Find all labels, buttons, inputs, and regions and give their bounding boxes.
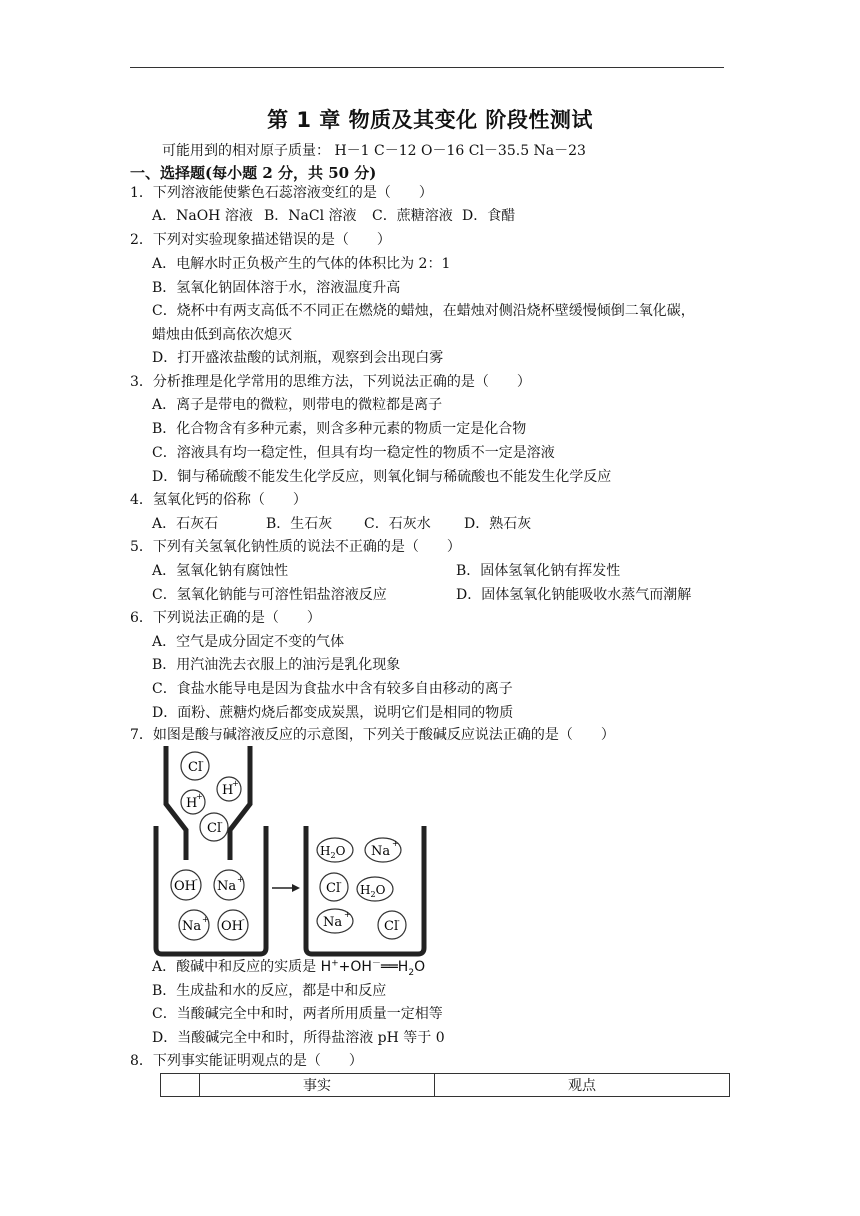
ion-label: H <box>186 796 198 811</box>
question-5-stem: 5．下列有关氢氧化钠性质的说法不正确的是（ ） <box>130 539 461 555</box>
section-heading: 一、选择题(每小题 2 分，共 50 分) <box>130 164 377 182</box>
ion-na-right-1 <box>365 838 401 862</box>
ion-label: OH <box>174 879 196 894</box>
question-7-option-c: C．当酸碱完全中和时，两者所用质量一定相等 <box>152 1006 443 1022</box>
question-6-option-d: D．面粉、蔗糖灼烧后都变成炭黑，说明它们是相同的物质 <box>152 705 514 721</box>
ion-charge: - <box>242 915 245 924</box>
question-5-option-b: B．固体氢氧化钠有挥发性 <box>456 563 621 579</box>
question-3-option-d: D．铜与稀硫酸不能发生化学反应，则氧化铜与稀硫酸也不能发生化学反应 <box>152 469 612 485</box>
question-6-option-b: B．用汽油洗去衣服上的油污是乳化现象 <box>152 657 401 673</box>
question-5-option-d: D．固体氢氧化钠能吸收水蒸气而潮解 <box>456 587 692 603</box>
ion-cl-right-2 <box>378 911 406 939</box>
question-4-option-b: B．生石灰 <box>266 516 333 532</box>
ion-label: Na <box>371 844 391 859</box>
question-7-stem: 7．如图是酸与碱溶液反应的示意图，下列关于酸碱反应说法正确的是（ ） <box>130 727 615 743</box>
atomic-masses: 可能用到的相对原子质量： H－1 C－12 O－16 Cl－35.5 Na－23 <box>162 143 586 159</box>
ion-charge: + <box>344 910 351 919</box>
question-1-option-b: B．NaCl 溶液 <box>264 208 357 224</box>
ion-charge: + <box>196 792 203 801</box>
ion-na-left-2 <box>179 910 209 940</box>
question-1-option-d: D．食醋 <box>462 208 516 224</box>
ion-cl-dropper-2 <box>200 813 228 841</box>
question-5-option-c: C．氢氧化钠能与可溶性铝盐溶液反应 <box>152 587 387 603</box>
question-6-stem: 6．下列说法正确的是（ ） <box>130 610 321 626</box>
question-2-option-a: A．电解水时正负极产生的气体的体积比为 2：1 <box>152 256 451 272</box>
molecule-h2o-right-2 <box>357 877 393 901</box>
ion-cl-right-1 <box>320 873 348 901</box>
molecule-h2o-right-1 <box>317 838 353 862</box>
ion-oh-left-2 <box>218 910 248 940</box>
ion-charge: + <box>232 779 239 788</box>
ion-label: H <box>222 783 234 798</box>
ion-charge: - <box>220 818 223 827</box>
header-rule <box>130 67 724 68</box>
ion-charge: - <box>339 878 342 887</box>
arrow-icon <box>272 884 300 892</box>
neutralization-diagram <box>148 746 438 958</box>
question-8-table <box>160 1073 730 1097</box>
question-3-option-c: C．溶液具有均一稳定性，但具有均一稳定性的物质不一定是溶液 <box>152 445 555 461</box>
ion-na-left-1 <box>214 870 244 900</box>
svg-text:H2O: $H_2O$ <box>360 883 386 899</box>
table-header-blank <box>161 1074 200 1097</box>
ion-label: Na <box>323 915 343 930</box>
svg-text:H2O: $H_2O$ <box>320 844 346 860</box>
ion-charge: + <box>237 875 244 884</box>
question-2-option-b: B．氢氧化钠固体溶于水，溶液温度升高 <box>152 280 401 296</box>
ion-oh-left-1 <box>171 870 201 900</box>
question-2-option-c-cont: 蜡烛由低到高依次熄灭 <box>152 327 292 343</box>
question-1-option-c: C．蔗糖溶液 <box>372 208 453 224</box>
question-1-option-a: A．NaOH 溶液 <box>152 208 253 224</box>
ion-label: Na <box>182 919 202 934</box>
question-4-stem: 4．氢氧化钙的俗称（ ） <box>130 492 307 508</box>
ion-label: Cl <box>188 760 203 775</box>
question-6-option-c: C．食盐水能导电是因为食盐水中含有较多自由移动的离子 <box>152 681 513 697</box>
question-7-option-b: B．生成盐和水的反应，都是中和反应 <box>152 983 387 999</box>
ion-label: OH <box>221 919 243 934</box>
ion-charge: - <box>201 757 204 766</box>
ion-label: Cl <box>207 821 222 836</box>
ion-label: Na <box>217 879 237 894</box>
ion-label: Cl <box>384 919 399 934</box>
ion-cl-dropper-1 <box>181 752 209 780</box>
question-7-option-a: A．酸碱中和反应的实质是 $H^++OH^-══H_2O$ <box>152 958 426 978</box>
question-7-option-d: D．当酸碱完全中和时，所得盐溶液 pH 等于 0 <box>152 1030 445 1046</box>
question-4-option-d: D．熟石灰 <box>464 516 532 532</box>
ion-charge: + <box>202 915 209 924</box>
question-1-stem: 1．下列溶液能使紫色石蕊溶液变红的是（ ） <box>130 185 433 201</box>
table-header-row <box>161 1074 730 1097</box>
table-header-viewpoint: 观点 <box>435 1074 730 1097</box>
question-4-option-a: A．石灰石 <box>152 516 219 532</box>
ion-h-dropper-2 <box>181 790 205 814</box>
ion-charge: + <box>392 839 399 848</box>
question-3-stem: 3．分析推理是化学常用的思维方法，下列说法正确的是（ ） <box>130 374 531 390</box>
question-2-option-d: D．打开盛浓盐酸的试剂瓶，观察到会出现白雾 <box>152 350 444 366</box>
ion-na-right-2 <box>317 909 353 933</box>
table-header-fact: 事实 <box>200 1074 435 1097</box>
question-6-option-a: A．空气是成分固定不变的气体 <box>152 634 345 650</box>
question-2-stem: 2．下列对实验现象描述错误的是（ ） <box>130 232 391 248</box>
ion-label: Cl <box>326 881 341 896</box>
page-title: 第 1 章 物质及其变化 阶段性测试 <box>267 108 593 132</box>
question-3-option-b: B．化合物含有多种元素，则含多种元素的物质一定是化合物 <box>152 421 527 437</box>
ion-charge: - <box>397 916 400 925</box>
question-4-option-c: C．石灰水 <box>364 516 431 532</box>
question-8-stem: 8．下列事实能证明观点的是（ ） <box>130 1053 363 1069</box>
ion-h-dropper-1 <box>217 777 241 801</box>
ion-charge: - <box>195 875 198 884</box>
question-3-option-a: A．离子是带电的微粒，则带电的微粒都是离子 <box>152 397 443 413</box>
question-5-option-a: A．氢氧化钠有腐蚀性 <box>152 563 289 579</box>
question-2-option-c: C．烧杯中有两支高低不不同正在燃烧的蜡烛，在蜡烛对侧沿烧杯壁缓慢倾倒二氧化碳， <box>152 303 695 319</box>
